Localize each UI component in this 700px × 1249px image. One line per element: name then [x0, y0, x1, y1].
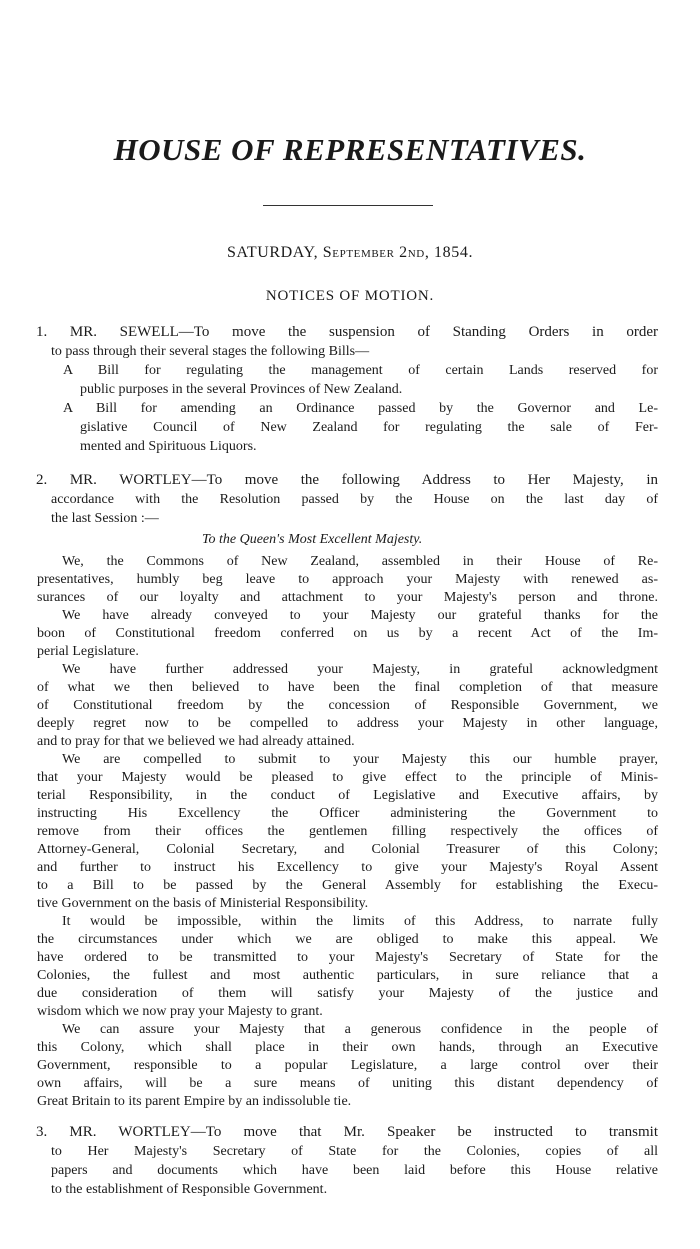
- address-body-line: perial Legislature.: [37, 644, 139, 659]
- address-body-line: Attorney-General, Colonial Secretary, and Colonial Treasurer of this Colony;: [37, 842, 658, 857]
- address-body-line: this Colony, which shall place in their own hands, through an Executive: [37, 1040, 658, 1055]
- notice-1-line: A Bill for amending an Ordinance passed by the Governor and Le-: [63, 401, 658, 416]
- notice-3-line: papers and documents which have been laid before this House relative: [51, 1163, 658, 1178]
- notice-3-line: to the establishment of Responsible Government.: [51, 1182, 328, 1197]
- address-body-line: wisdom which we now pray your Majesty to grant.: [37, 1004, 323, 1019]
- address-body-line: and to pray for that we believed we had already attained.: [37, 734, 355, 749]
- address-body-line: to a Bill to be passed by the General Assembly for establishing the Execu-: [37, 878, 658, 893]
- address-body-line: have ordered to be transmitted to your Majesty's Secretary of State for the: [37, 950, 658, 965]
- address-body-line: We can assure your Majesty that a generous confidence in the people of: [62, 1022, 658, 1037]
- address-body-line: the circumstances under which we are obliged to make this appeal. We: [37, 932, 658, 947]
- address-body-line: presentatives, humbly beg leave to approach your Majesty with renewed as-: [37, 572, 658, 587]
- address-body-line: due consideration of them will satisfy your Majesty of the justice and: [37, 986, 658, 1001]
- address-body-line: We are compelled to submit to your Majesty this our humble prayer,: [62, 752, 658, 767]
- title-divider: [263, 205, 433, 206]
- address-body-line: Great Britain to its parent Empire by an indissoluble tie.: [37, 1094, 352, 1109]
- address-body-line: that your Majesty would be pleased to give effect to the principle of Minis-: [37, 770, 658, 785]
- notice-1-line: 1. MR. SEWELL—To move the suspension of Standing Orders in order: [36, 324, 658, 340]
- notice-1-line: to pass through their several stages the following Bills—: [51, 344, 370, 359]
- section-heading: NOTICES OF MOTION.: [265, 288, 435, 304]
- address-body-line: tive Government on the basis of Ministerial Responsibility.: [37, 896, 369, 911]
- notice-1-line: A Bill for regulating the management of certain Lands reserved for: [63, 363, 658, 378]
- dateline: [0, 244, 700, 262]
- dateline-day: SATURDAY,: [226, 244, 319, 261]
- address-body-line: instructing His Excellency the Officer administering the Government to: [37, 806, 658, 821]
- address-body-line: Colonies, the fullest and most authentic particulars, in sure reliance that a: [37, 968, 658, 983]
- notice-1-line: gislative Council of New Zealand for regulating the sale of Fer-: [80, 420, 658, 435]
- address-body-line: and further to instruct his Excellency to give your Majesty's Royal Assent: [37, 860, 658, 875]
- address-body-line: of Constitutional freedom by the concession of Responsible Government, we: [37, 698, 658, 713]
- address-body-line: remove from their offices the gentlemen filling respectively the offices of: [37, 824, 658, 839]
- notice-2-intro-line: the last Session :—: [51, 511, 159, 526]
- address-body-line: We have further addressed your Majesty, in grateful acknowledgment: [62, 662, 658, 677]
- notice-3-line: 3. MR. WORTLEY—To move that Mr. Speaker be instructed to transmit: [36, 1124, 658, 1140]
- dateline-month: September: [322, 244, 395, 261]
- address-body-line: Government, responsible to a popular Legislature, a large control over their: [37, 1058, 658, 1073]
- address-heading: To the Queen's Most Excellent Majesty.: [202, 532, 423, 547]
- address-body-line: own affairs, will be a sure means of uniting this distant dependency of: [37, 1076, 658, 1091]
- address-body-line: boon of Constitutional freedom conferred on us by a recent Act of the Im-: [37, 626, 658, 641]
- notice-2-intro-line: accordance with the Resolution passed by the House on the last day of: [51, 492, 658, 507]
- notice-1-line: public purposes in the several Provinces of New Zealand.: [80, 382, 403, 397]
- notice-2-intro-line: 2. MR. WORTLEY—To move the following Address to Her Majesty, in: [36, 472, 658, 488]
- dateline-date: 2nd,: [399, 244, 430, 261]
- address-body-line: It would be impossible, within the limits of this Address, to narrate fully: [62, 914, 658, 929]
- address-body-line: surances of our loyalty and attachment to your Majesty's person and throne.: [37, 590, 658, 605]
- notice-1-line: mented and Spirituous Liquors.: [80, 439, 257, 454]
- dateline-year: 1854.: [434, 244, 474, 261]
- address-body-line: terial Responsibility, in the conduct of Legislative and Executive affairs, by: [37, 788, 658, 803]
- address-body-line: We, the Commons of New Zealand, assembled in their House of Re-: [62, 554, 658, 569]
- address-body-line: of what we then believed to have been the final completion of that measure: [37, 680, 658, 695]
- notice-3-line: to Her Majesty's Secretary of State for the Colonies, copies of all: [51, 1144, 658, 1159]
- address-body-line: We have already conveyed to your Majesty our grateful thanks for the: [62, 608, 658, 623]
- document-title: HOUSE OF REPRESENTATIVES.: [113, 132, 587, 167]
- address-body-line: deeply regret now to be compelled to address your Majesty in other language,: [37, 716, 658, 731]
